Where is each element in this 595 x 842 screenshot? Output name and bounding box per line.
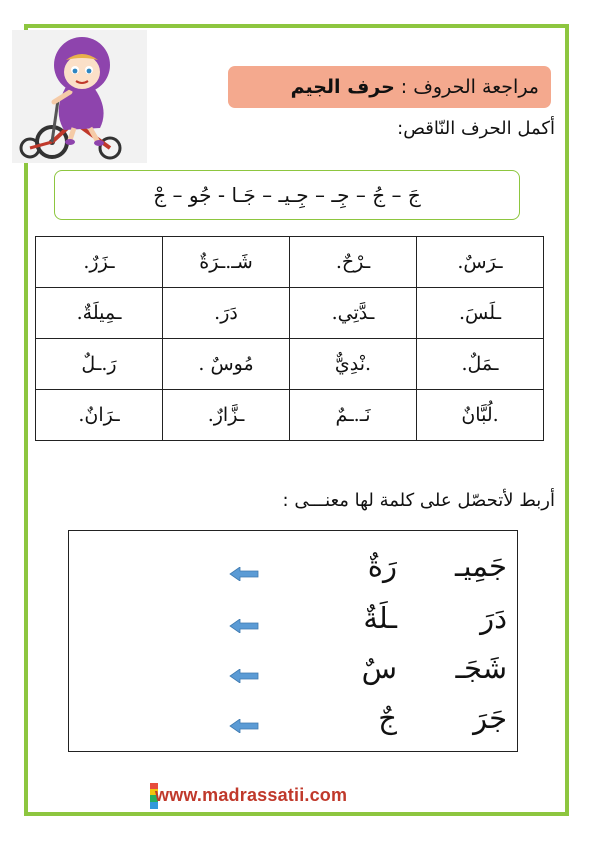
girl-on-tricycle-illustration	[12, 30, 147, 163]
left-arrow-icon	[229, 567, 259, 581]
grid-cell[interactable]: شَـ.ـرَةٌ	[163, 237, 290, 288]
instruction-connect: أربط لأتحصّل على كلمة لها معنـــى :	[282, 490, 555, 511]
grid-cell[interactable]: دَرَ.	[163, 288, 290, 339]
match-row	[69, 701, 517, 751]
match-word-end[interactable]: سٌ	[361, 651, 397, 685]
grid-cell[interactable]: ـدَّتِي.	[290, 288, 417, 339]
grid-cell[interactable]: ـزَّارٌ.	[163, 390, 290, 441]
title-banner	[228, 66, 551, 108]
grid-cell[interactable]: مُوسٌ .	[163, 339, 290, 390]
match-word-start[interactable]: شَجَـ	[455, 651, 507, 685]
match-row	[69, 549, 517, 599]
match-row	[69, 651, 517, 701]
grid-cell[interactable]: ـلَسَ.	[417, 288, 544, 339]
match-word-start[interactable]: جَرَ	[473, 701, 507, 735]
grid-cell[interactable]: ـرَسٌ.	[417, 237, 544, 288]
match-word-end[interactable]: جٌ	[378, 701, 397, 735]
grid-row	[36, 390, 544, 441]
grid-cell[interactable]: ـرْحٌ.	[290, 237, 417, 288]
grid-cell[interactable]: .لُبَّانٌ	[417, 390, 544, 441]
grid-row	[36, 339, 544, 390]
word-grid	[35, 236, 544, 441]
match-row	[69, 601, 517, 651]
grid-cell[interactable]: ـزَرٌ.	[36, 237, 163, 288]
title-prefix: مراجعة الحروف :	[400, 76, 539, 98]
letter-forms-text: جَ – جُ – جِـ – جِـيـ – جَـا - جُو – جْ	[153, 183, 421, 207]
left-arrow-icon	[229, 719, 259, 733]
letter-forms-box	[54, 170, 520, 220]
grid-cell[interactable]: .نْدِيٌّ	[290, 339, 417, 390]
site-url[interactable]: www.madrassatii.com	[155, 785, 348, 805]
grid-row	[36, 237, 544, 288]
title-letter: حرف الجيم	[290, 76, 395, 98]
grid-row	[36, 288, 544, 339]
match-word-end[interactable]: رَةٌ	[367, 549, 397, 583]
left-arrow-icon	[229, 619, 259, 633]
match-word-end[interactable]: ـلَةٌ	[363, 601, 397, 635]
left-arrow-icon	[229, 669, 259, 683]
match-word-start[interactable]: دَرَ	[480, 601, 507, 635]
grid-cell[interactable]: ـمِيلَةٌ.	[36, 288, 163, 339]
matching-box	[68, 530, 518, 752]
grid-cell[interactable]: رَ.ـلٌ	[36, 339, 163, 390]
grid-cell[interactable]: ـمَلٌ.	[417, 339, 544, 390]
grid-cell[interactable]: نَـ.ـمٌ	[290, 390, 417, 441]
instruction-complete: أكمل الحرف النّاقص:	[397, 118, 555, 139]
match-word-start[interactable]: جَمِيـ	[455, 549, 507, 583]
grid-cell[interactable]: ـرَانٌ.	[36, 390, 163, 441]
